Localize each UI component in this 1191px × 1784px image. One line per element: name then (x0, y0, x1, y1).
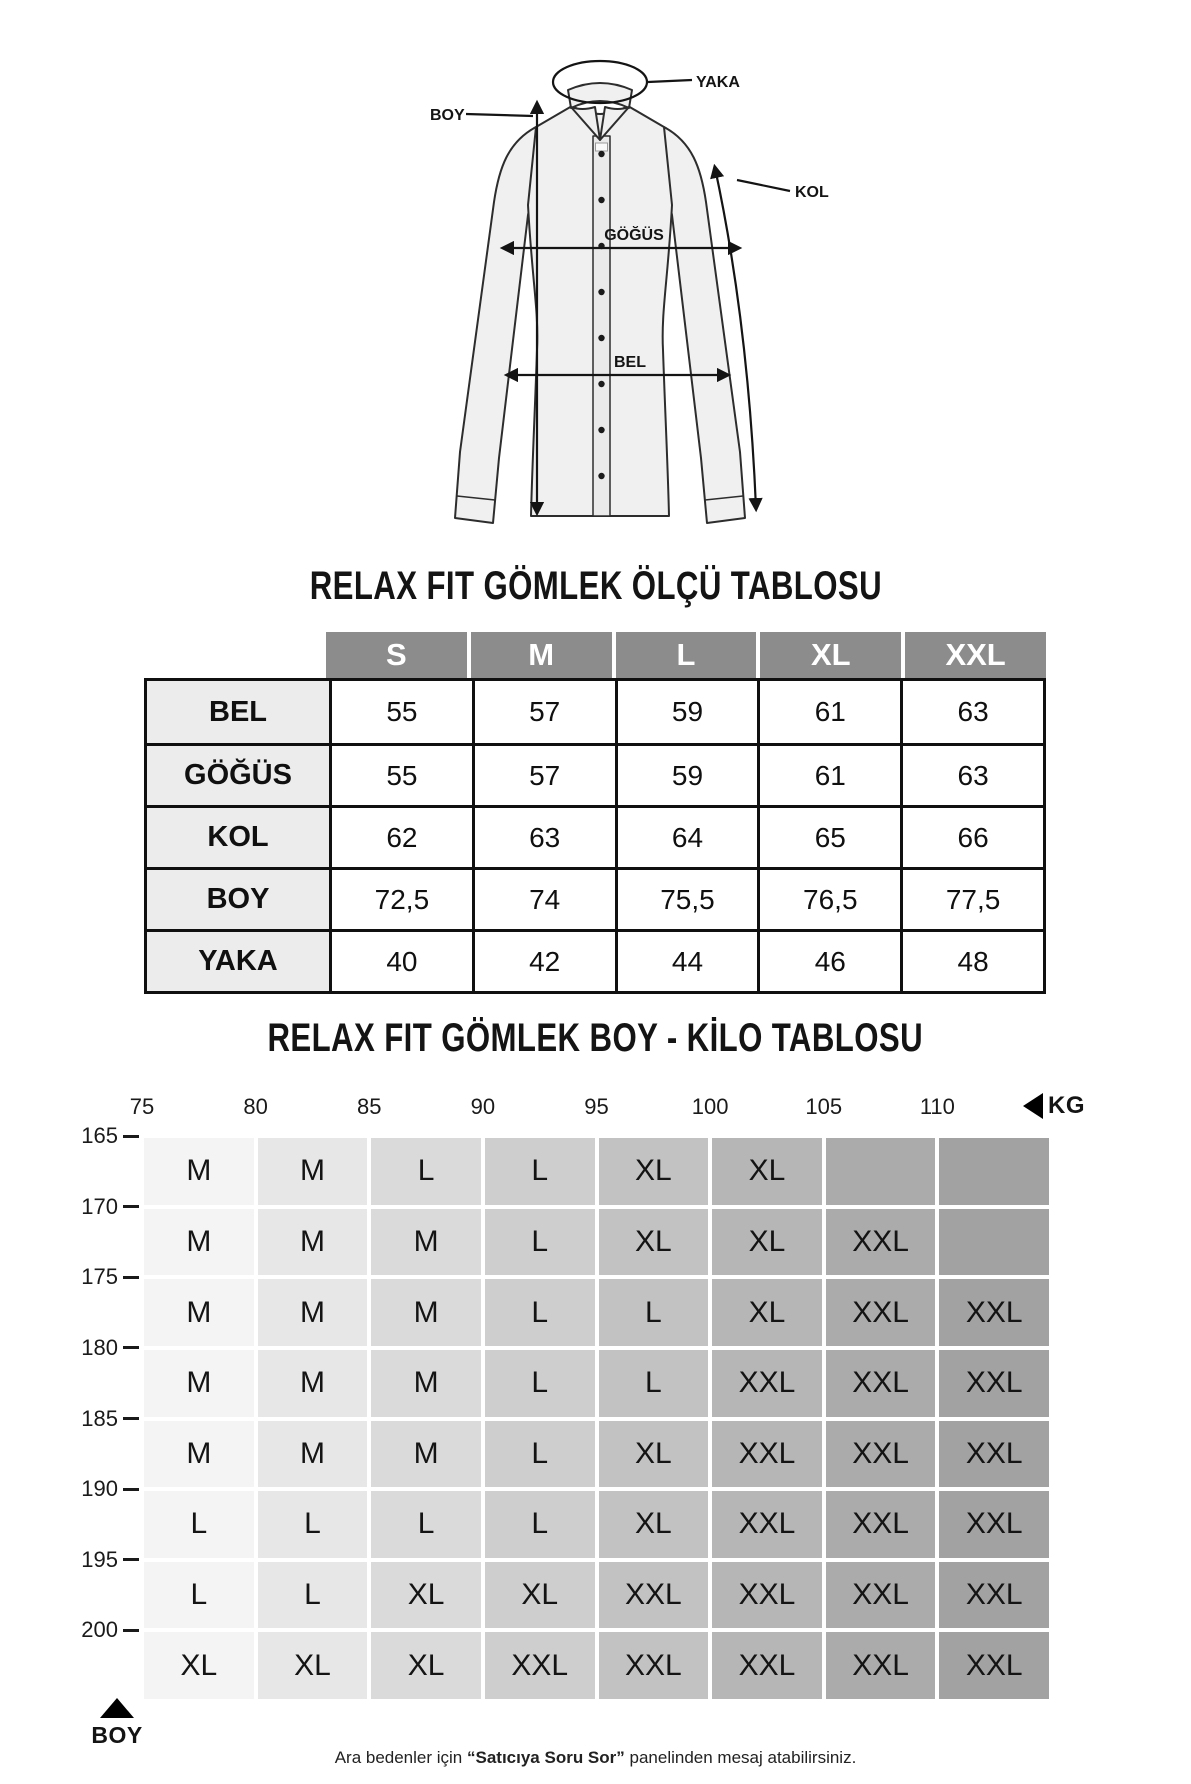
fit-cell: M (369, 1207, 483, 1278)
fit-cell: XL (369, 1560, 483, 1631)
fit-cell: M (369, 1277, 483, 1348)
weight-tick-label: 95 (584, 1094, 609, 1119)
fit-cell: L (256, 1560, 370, 1631)
fit-cell: XXL (824, 1277, 938, 1348)
fit-cell: XXL (824, 1489, 938, 1560)
size-table-title (0, 566, 1191, 606)
height-tick-mark (123, 1629, 139, 1632)
fit-chart-title (0, 1018, 1191, 1058)
size-value-cell: 66 (900, 805, 1043, 867)
shirt-left-sleeve (455, 127, 536, 523)
fit-cell: XXL (937, 1419, 1051, 1490)
shirt-right-sleeve (664, 127, 745, 523)
height-tick-mark (123, 1346, 139, 1349)
height-tick-mark (123, 1417, 139, 1420)
fit-cell: XL (597, 1419, 711, 1490)
size-value-cell: 55 (329, 681, 472, 743)
weight-tick-label: 90 (470, 1094, 496, 1119)
fit-cell: XL (710, 1277, 824, 1348)
fit-cell: L (483, 1277, 597, 1348)
footer-text-prefix: Ara bedenler için (334, 1748, 467, 1767)
weight-tick-label: 85 (357, 1094, 382, 1119)
size-value-cell: 64 (615, 805, 758, 867)
size-value-cell: 63 (900, 681, 1043, 743)
size-table-title-text: RELAX FIT GÖMLEK ÖLÇÜ TABLOSU (309, 564, 882, 608)
height-tick-mark (123, 1276, 139, 1279)
boy-pointer-line (466, 114, 533, 116)
size-value-cell: 76,5 (757, 867, 900, 929)
shirt-diagram (400, 50, 900, 540)
fit-cell: XL (256, 1630, 370, 1701)
height-tick-mark (123, 1558, 139, 1561)
kg-label: KG (1048, 1092, 1085, 1119)
size-column-header: M (471, 632, 612, 678)
size-value-cell: 42 (472, 929, 615, 991)
size-value-cell: 61 (757, 681, 900, 743)
fit-cell: XL (597, 1207, 711, 1278)
height-tick-mark (123, 1488, 139, 1491)
height-tick-label: 190 (81, 1476, 118, 1502)
fit-cell: M (369, 1348, 483, 1419)
fit-cell: XXL (710, 1419, 824, 1490)
kol-pointer-line (737, 180, 790, 191)
fit-cell: XXL (824, 1419, 938, 1490)
fit-cell: M (142, 1419, 256, 1490)
fit-cell: XXL (710, 1489, 824, 1560)
yaka-pointer-line (648, 80, 692, 82)
weight-tick-label: 110 (919, 1094, 955, 1119)
fit-cell: L (483, 1419, 597, 1490)
fit-cell: L (483, 1348, 597, 1419)
fit-cell: M (256, 1419, 370, 1490)
fit-cell: M (256, 1136, 370, 1207)
size-row-label: GÖĞÜS (147, 743, 329, 805)
fit-cell-empty (824, 1136, 938, 1207)
fit-cell: XL (710, 1136, 824, 1207)
shirt-brand-tag (596, 143, 608, 151)
size-value-cell: 57 (472, 743, 615, 805)
fit-cell: XXL (937, 1348, 1051, 1419)
size-value-cell: 59 (615, 681, 758, 743)
size-value-cell: 75,5 (615, 867, 758, 929)
fit-cell: XL (710, 1207, 824, 1278)
fit-cell: XXL (824, 1207, 938, 1278)
size-row-label: BEL (147, 681, 329, 743)
fit-cell: XXL (937, 1630, 1051, 1701)
size-value-cell: 44 (615, 929, 758, 991)
fit-cell: XXL (937, 1277, 1051, 1348)
size-value-cell: 46 (757, 929, 900, 991)
size-value-cell: 77,5 (900, 867, 1043, 929)
fit-cell: XXL (710, 1630, 824, 1701)
fit-cell: L (597, 1277, 711, 1348)
size-value-cell: 62 (329, 805, 472, 867)
footer-note (0, 1748, 1191, 1768)
size-value-cell: 48 (900, 929, 1043, 991)
fit-cell: XXL (824, 1630, 938, 1701)
kol-label: KOL (795, 184, 829, 201)
size-table-body (144, 678, 1046, 994)
size-row-label: KOL (147, 805, 329, 867)
shirt-collar-band (568, 83, 632, 108)
fit-cell: XXL (937, 1489, 1051, 1560)
height-tick-mark (123, 1205, 139, 1208)
fit-cell: L (256, 1489, 370, 1560)
fit-cell: L (142, 1489, 256, 1560)
fit-cell: XXL (824, 1560, 938, 1631)
fit-cell: M (256, 1277, 370, 1348)
fit-cell: XL (369, 1630, 483, 1701)
size-table-header (326, 632, 1046, 678)
fit-cell-empty (937, 1136, 1051, 1207)
fit-cell: M (142, 1207, 256, 1278)
height-tick-label: 170 (81, 1193, 118, 1219)
fit-cell-empty (937, 1207, 1051, 1278)
size-value-cell: 72,5 (329, 867, 472, 929)
weight-tick-label: 80 (243, 1094, 268, 1119)
fit-cell: M (142, 1348, 256, 1419)
fit-cell: L (483, 1489, 597, 1560)
size-value-cell: 65 (757, 805, 900, 867)
fit-chart-title-text: RELAX FIT GÖMLEK BOY - KİLO TABLOSU (267, 1016, 924, 1060)
fit-cell: L (369, 1136, 483, 1207)
footer-text-suffix: panelinden mesaj atabilirsiniz. (624, 1748, 857, 1767)
fit-cell: M (142, 1277, 256, 1348)
gogus-label: GÖĞÜS (604, 227, 664, 244)
fit-cell: L (369, 1489, 483, 1560)
size-row-label: YAKA (147, 929, 329, 991)
fit-cell: XXL (597, 1630, 711, 1701)
size-value-cell: 63 (472, 805, 615, 867)
size-value-cell: 63 (900, 743, 1043, 805)
size-value-cell: 57 (472, 681, 615, 743)
height-tick-label: 200 (81, 1617, 118, 1643)
fit-cell: L (483, 1207, 597, 1278)
kg-indicator (1023, 1092, 1085, 1120)
size-column-header: S (326, 632, 467, 678)
boy-label: BOY (430, 107, 465, 124)
height-tick-label: 175 (81, 1264, 118, 1290)
footer-text-bold: “Satıcıya Soru Sor” (467, 1748, 625, 1767)
size-value-cell: 74 (472, 867, 615, 929)
fit-cell: M (142, 1136, 256, 1207)
kg-arrow-icon (1023, 1093, 1043, 1119)
fit-cell: XL (142, 1630, 256, 1701)
weight-tick-label: 100 (691, 1094, 729, 1119)
height-tick-label: 180 (81, 1334, 118, 1360)
size-value-cell: 61 (757, 743, 900, 805)
fit-cell: XL (597, 1136, 711, 1207)
size-column-header: XL (760, 632, 901, 678)
size-column-header: XXL (905, 632, 1046, 678)
fit-cell: M (256, 1348, 370, 1419)
height-tick-label: 185 (81, 1405, 118, 1431)
size-value-cell: 55 (329, 743, 472, 805)
shirt-placket (593, 136, 610, 516)
fit-cell: XL (597, 1489, 711, 1560)
fit-cell: XXL (483, 1630, 597, 1701)
size-column-header: L (616, 632, 757, 678)
size-value-cell: 40 (329, 929, 472, 991)
fit-cell: L (483, 1136, 597, 1207)
size-value-cell: 59 (615, 743, 758, 805)
boy-axis-label: BOY (91, 1722, 143, 1748)
fit-cell: L (142, 1560, 256, 1631)
fit-cell: XXL (597, 1560, 711, 1631)
fit-cell: XXL (710, 1560, 824, 1631)
fit-grid (142, 1136, 1051, 1701)
height-tick-label: 165 (81, 1123, 118, 1148)
weight-tick-label: 75 (129, 1094, 155, 1119)
fit-cell: XXL (824, 1348, 938, 1419)
yaka-label: YAKA (696, 74, 740, 91)
boy-indicator (70, 1698, 164, 1749)
fit-cell: M (369, 1419, 483, 1490)
fit-cell: XXL (710, 1348, 824, 1419)
boy-arrow-icon (100, 1698, 134, 1718)
fit-cell: L (597, 1348, 711, 1419)
height-tick-label: 195 (81, 1546, 118, 1572)
height-tick-mark (123, 1135, 139, 1138)
size-row-label: BOY (147, 867, 329, 929)
fit-cell: XL (483, 1560, 597, 1631)
weight-tick-label: 105 (805, 1094, 843, 1119)
fit-cell: M (256, 1207, 370, 1278)
bel-label: BEL (614, 354, 646, 371)
fit-cell: XXL (937, 1560, 1051, 1631)
